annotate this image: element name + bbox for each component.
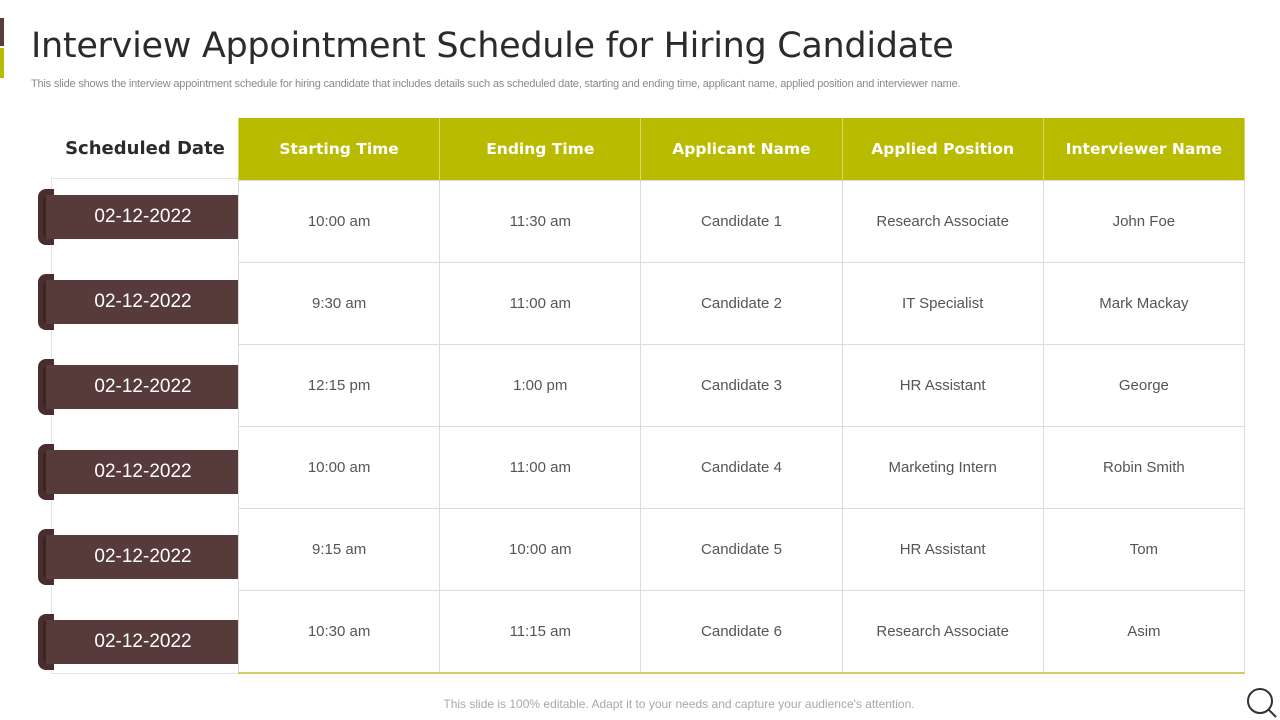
interviewer-name-cell: John Foe [1043, 181, 1244, 263]
starting-time-cell: 10:30 am [239, 591, 440, 674]
date-ribbon [38, 614, 238, 672]
ending-time-cell: 11:00 am [440, 263, 641, 345]
applied-position-cell: Marketing Intern [842, 427, 1043, 509]
interviewer-name-cell: Asim [1043, 591, 1244, 674]
table-row [239, 181, 1245, 263]
title-accent-bar-bottom [0, 48, 4, 78]
ending-time-cell: 10:00 am [440, 509, 641, 591]
column-header-ending-time: Ending Time [440, 118, 641, 181]
date-label: 02-12-2022 [46, 450, 238, 494]
interviewer-name-cell: Tom [1043, 509, 1244, 591]
ending-time-cell: 1:00 pm [440, 345, 641, 427]
column-header-interviewer-name: Interviewer Name [1043, 118, 1244, 181]
starting-time-cell: 9:30 am [239, 263, 440, 345]
date-label: 02-12-2022 [46, 535, 238, 579]
search-icon[interactable] [1245, 686, 1277, 718]
scheduled-date-header: Scheduled Date [65, 138, 225, 159]
table-row [239, 263, 1245, 345]
applicant-name-cell: Candidate 1 [641, 181, 842, 263]
column-header-starting-time: Starting Time [239, 118, 440, 181]
page-subtitle: This slide shows the interview appointment schedule for hiring candidate that includes details such as scheduled date, starting and ending time, applicant name, applied position and interviewer name. [31, 78, 961, 90]
interviewer-name-cell: Mark Mackay [1043, 263, 1244, 345]
date-ribbon [38, 444, 238, 502]
date-label: 02-12-2022 [46, 620, 238, 664]
ending-time-cell: 11:00 am [440, 427, 641, 509]
title-accent-bar-top [0, 18, 4, 46]
applicant-name-cell: Candidate 3 [641, 345, 842, 427]
starting-time-cell: 10:00 am [239, 181, 440, 263]
ending-time-cell: 11:30 am [440, 181, 641, 263]
interviewer-name-cell: George [1043, 345, 1244, 427]
footer-note: This slide is 100% editable. Adapt it to your needs and capture your audience's attention. [443, 697, 915, 711]
applied-position-cell: HR Assistant [842, 509, 1043, 591]
date-label: 02-12-2022 [46, 195, 238, 239]
date-label: 02-12-2022 [46, 365, 238, 409]
date-ribbon [38, 529, 238, 587]
date-column-panel [51, 178, 238, 674]
applicant-name-cell: Candidate 6 [641, 591, 842, 674]
starting-time-cell: 12:15 pm [239, 345, 440, 427]
interviewer-name-cell: Robin Smith [1043, 427, 1244, 509]
applied-position-cell: IT Specialist [842, 263, 1043, 345]
page-title: Interview Appointment Schedule for Hiring Candidate [31, 26, 954, 66]
starting-time-cell: 9:15 am [239, 509, 440, 591]
column-header-applied-position: Applied Position [842, 118, 1043, 181]
column-header-applicant-name: Applicant Name [641, 118, 842, 181]
table-row [239, 509, 1245, 591]
starting-time-cell: 10:00 am [239, 427, 440, 509]
table-row [239, 345, 1245, 427]
table-row [239, 591, 1245, 674]
table-header-row [239, 118, 1245, 181]
applied-position-cell: HR Assistant [842, 345, 1043, 427]
date-ribbon [38, 189, 238, 247]
applicant-name-cell: Candidate 4 [641, 427, 842, 509]
applicant-name-cell: Candidate 5 [641, 509, 842, 591]
applied-position-cell: Research Associate [842, 591, 1043, 674]
ending-time-cell: 11:15 am [440, 591, 641, 674]
applicant-name-cell: Candidate 2 [641, 263, 842, 345]
date-ribbon [38, 359, 238, 417]
applied-position-cell: Research Associate [842, 181, 1043, 263]
schedule-table [238, 118, 1245, 674]
date-ribbon [38, 274, 238, 332]
table-row [239, 427, 1245, 509]
date-label: 02-12-2022 [46, 280, 238, 324]
